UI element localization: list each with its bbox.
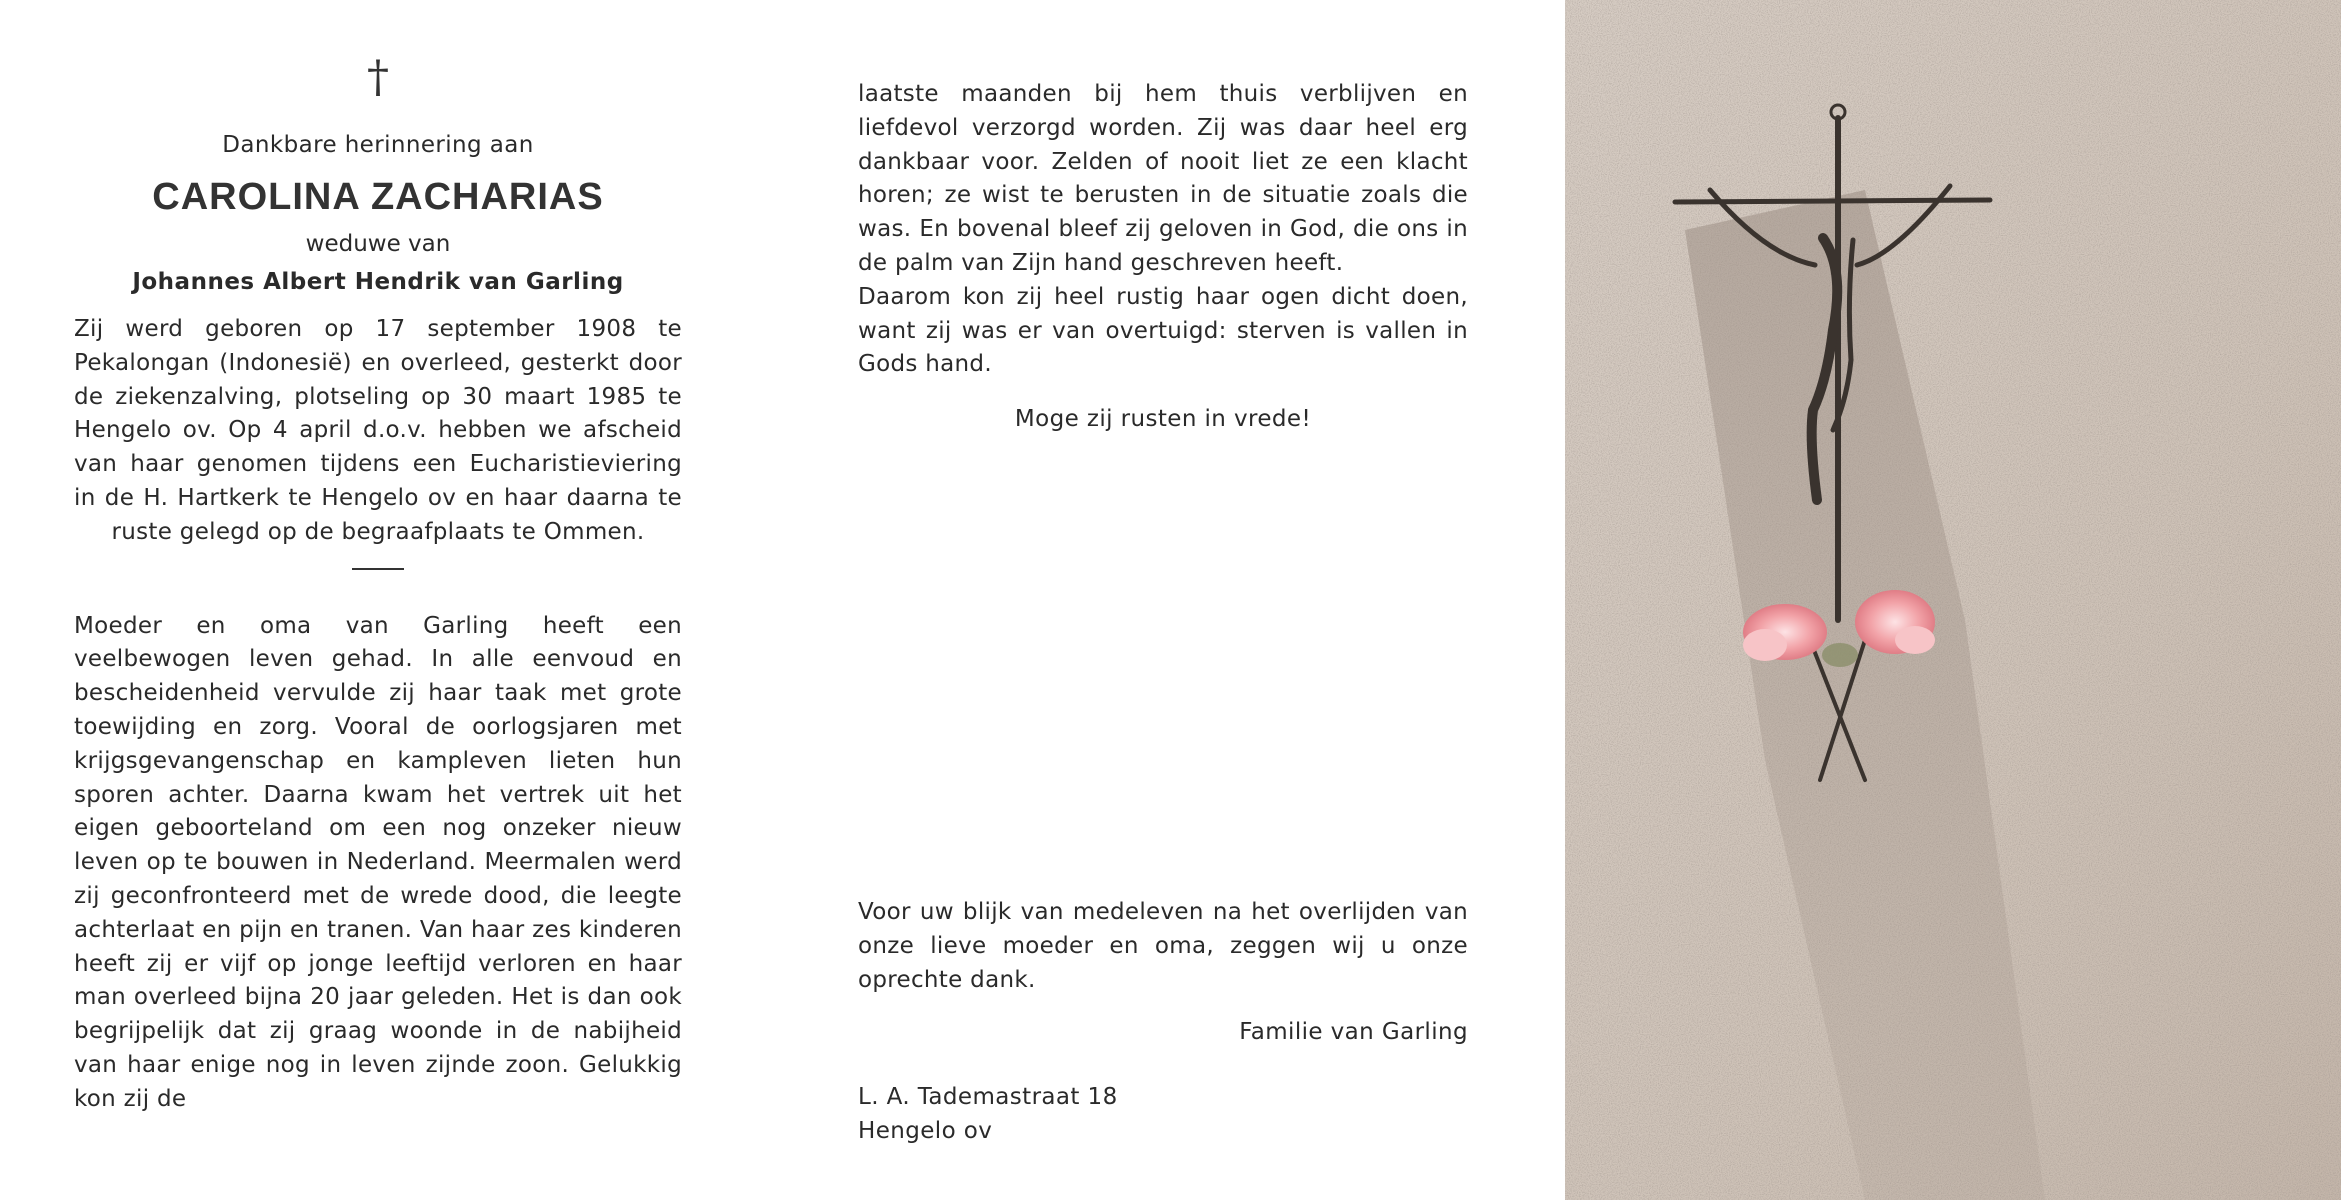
address-street: L. A. Tademastraat 18 [858, 1084, 1118, 1111]
widow-of-line: weduwe van [305, 231, 451, 257]
faith-paragraph: Daarom kon zij heel rustig haar ogen dicht doen, want zij was er van overtuigd: sterven is vallen in Gods hand. [858, 283, 1468, 378]
thanks-block [858, 896, 1468, 1149]
intro-line: Dankbare herinnering aan [222, 132, 534, 158]
life-story-paragraph: Moeder en oma van Garling heeft een veelbewogen leven gehad. In alle eenvoud en bescheidenheid vervulde zij haar taak met grote toewijding en zorg. Vooral de oorlogsjaren met krijgsgevangenschap en kampleven lieten hun sporen achter. Daarna kwam het vertrek uit het eigen geboorteland om een nog onzeker nieuw leven op te bouwen in Nederland. Meermalen werd zij geconfronteerd met de wrede dood, die leegte achterlaat en pijn en tranen. Van haar zes kinderen heeft zij er vijf op jonge leeftijd verloren en haar man overleed bijna 20 jaar geleden. Het is dan ook begrijpelijk dat zij graag woonde in de nabijheid van haar enige nog in leven zijnde zoon. Gelukkig kon zij de [74, 612, 682, 1112]
family-signoff: Familie van Garling [1239, 1019, 1468, 1046]
section-divider [352, 568, 404, 570]
address-block [858, 1081, 1468, 1149]
middle-column [858, 78, 1468, 432]
deceased-name: CAROLINA ZACHARIAS [152, 176, 604, 218]
left-column [74, 52, 682, 1117]
thanks-paragraph: Voor uw blijk van medeleven na het overlijden van onze lieve moeder en oma, zeggen wij u onze oprechte dank. [858, 899, 1468, 993]
biography-paragraph: Zij werd geboren op 17 september 1908 te Pekalongan (Indonesië) en overleed, gesterkt door de ziekenzalving, plotseling op 30 maart 1985 te Hengelo ov. Op 4 april d.o.v. hebben we afscheid van haar genomen tijdens een Eucharistieviering in de H. Hartkerk te Hengelo ov en haar daarna te ruste gelegd op de begraafplaats te Ommen. [74, 316, 682, 545]
prayer-line: Moge zij rusten in vrede! [1014, 406, 1312, 433]
continuation-paragraph: laatste maanden bij hem thuis verblijven en liefdevol verzorgd worden. Zij was daar heel erg dankbaar voor. Zelden of nooit liet ze een klacht horen; ze wist te berusten in de situatie zoals die was. En bovenal bleef zij geloven in God, die ons in de palm van Zijn hand geschreven heeft. [858, 81, 1468, 276]
crucifix-image [1565, 0, 2341, 1200]
address-city: Hengelo ov [858, 1118, 993, 1145]
cross-symbol: † [367, 52, 389, 103]
crucifix-photo [1565, 0, 2341, 1200]
husband-name: Johannes Albert Hendrik van Garling [132, 269, 624, 295]
